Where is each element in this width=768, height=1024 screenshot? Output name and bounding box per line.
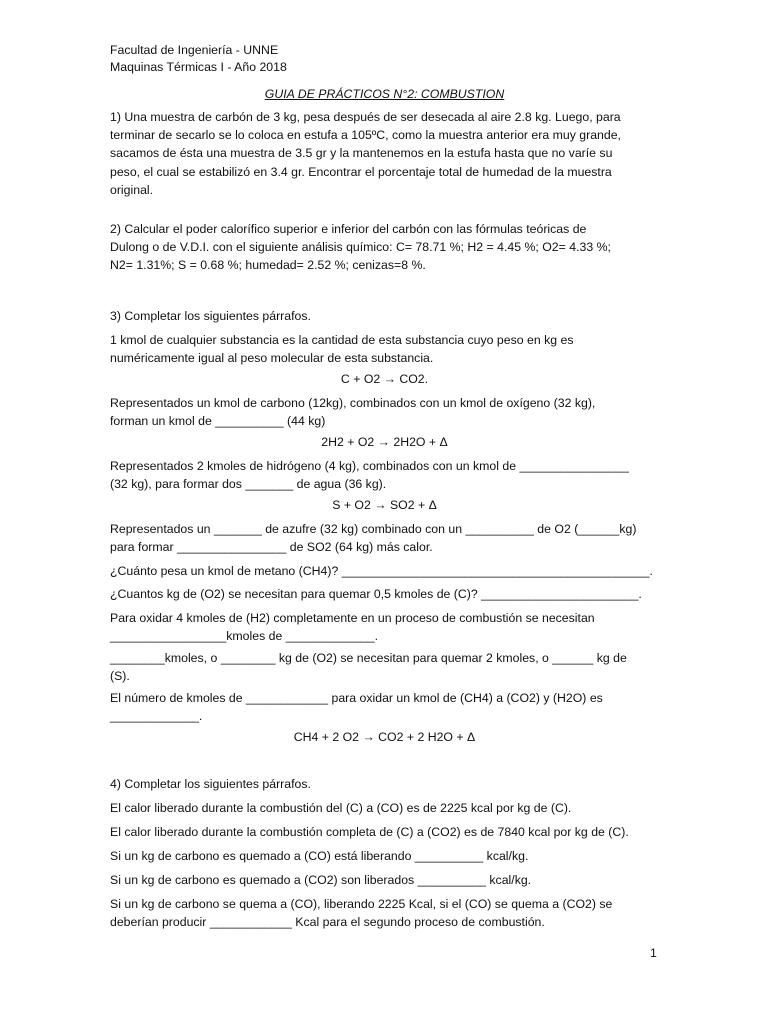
paragraph-line: deberían producir ____________ Kcal para el segundo proceso de combustión. xyxy=(110,915,545,930)
exercise-2 xyxy=(110,220,659,275)
exercise-1-line: sacamos de ésta una muestra de 3.5 gr y la mantenemos en la estufa hasta que no varíe su xyxy=(110,146,613,161)
question-methane: ¿Cuánto pesa un kmol de metano (CH4)? _____________________________________________. xyxy=(110,564,653,578)
paragraph-line: _________________kmoles de _____________. xyxy=(110,629,379,644)
paragraph-carbon xyxy=(110,394,659,430)
definition-line: 1 kmol de cualquier substancia es la cantidad de esta substancia cuyo peso en kg es xyxy=(110,333,574,347)
paragraph-methane xyxy=(110,689,659,725)
faculty-line: Facultad de Ingeniería - UNNE xyxy=(110,43,279,57)
paragraph-line: para formar ________________ de SO2 (64 kg) más calor. xyxy=(110,540,433,555)
paragraph-line: (S). xyxy=(110,669,130,684)
equation-sulfur: S + O2 → SO2 + Δ xyxy=(332,498,437,512)
page-number: 1 xyxy=(650,946,657,960)
exercise-4-line: El calor liberado durante la combustión completa de (C) a (CO2) es de 7840 kcal por kg de (C). xyxy=(110,825,629,839)
exercise-4-line: Si un kg de carbono es quemado a (CO2) son liberados __________ kcal/kg. xyxy=(110,873,532,887)
equation-methane: CH4 + 2 O2 → CO2 + 2 H2O + Δ xyxy=(293,730,476,744)
exercise-1-line: terminar de secarlo se lo coloca en estufa a 105ºC, como la muestra anterior era muy grande, xyxy=(110,128,621,143)
document-header xyxy=(110,42,659,76)
paragraph-line: forman un kmol de __________ (44 kg) xyxy=(110,414,326,429)
document-title xyxy=(110,85,659,103)
kmol-definition xyxy=(110,331,659,367)
paragraph-second-combustion xyxy=(110,895,659,931)
exercise-2-line: 2) Calcular el poder calorífico superior e inferior del carbón con las fórmulas teóricas de xyxy=(110,222,587,236)
paragraph-line: El número de kmoles de ____________ para oxidar un kmol de (CH4) a (CO2) y (H2O) es xyxy=(110,691,603,705)
paragraph-hydrogen xyxy=(110,457,659,493)
exercise-1 xyxy=(110,108,659,199)
paragraph-line: Si un kg de carbono se quema a (CO), liberando 2225 Kcal, si el (CO) se quema a (CO2) se xyxy=(110,897,613,911)
paragraph-line: Representados 2 kmoles de hidrógeno (4 kg), combinados con un kmol de ________________ xyxy=(110,459,629,473)
course-line: Maquinas Térmicas I - Año 2018 xyxy=(110,59,287,74)
paragraph-sulfur-oxygen xyxy=(110,649,659,685)
paragraph-line: _____________. xyxy=(110,709,203,724)
equation-carbon: C + O2 → CO2. xyxy=(340,372,429,386)
question-oxygen: ¿Cuantos kg de (O2) se necesitan para quemar 0,5 kmoles de (C)? _______________________. xyxy=(110,587,642,601)
exercise-4-line: Si un kg de carbono es quemado a (CO) está liberando __________ kcal/kg. xyxy=(110,849,529,863)
exercise-2-line: N2= 1.31%; S = 0.68 %; humedad= 2.52 %; cenizas=8 %. xyxy=(110,258,426,273)
paragraph-line: (32 kg), para formar dos _______ de agua (36 kg). xyxy=(110,477,387,492)
title-text: GUIA DE PRÁCTICOS N°2: COMBUSTION xyxy=(264,87,505,101)
exercise-3-heading: 3) Completar los siguientes párrafos. xyxy=(110,309,311,323)
paragraph-oxidize-hydrogen xyxy=(110,609,659,645)
exercise-4-line: El calor liberado durante la combustión del (C) a (CO) es de 2225 kcal por kg de (C). xyxy=(110,801,572,815)
exercise-1-line: 1) Una muestra de carbón de 3 kg, pesa después de ser desecada al aire 2.8 kg. Luego, para xyxy=(110,110,621,124)
paragraph-sulfur xyxy=(110,520,659,556)
paragraph-line: Representados un _______ de azufre (32 kg) combinado con un __________ de O2 (______kg) xyxy=(110,522,637,536)
exercise-2-line: Dulong o de V.D.I. con el siguiente análisis químico: C= 78.71 %; H2 = 4.45 %; O2= 4.33 %; xyxy=(110,240,611,255)
exercise-1-line: peso, el cual se estabilizó en 3.4 gr. Encontrar el porcentaje total de humedad de la muestra xyxy=(110,164,612,179)
exercise-1-line: original. xyxy=(110,182,154,197)
paragraph-line: ________kmoles, o ________ kg de (O2) se necesitan para quemar 2 kmoles, o ______ kg de xyxy=(110,651,627,665)
definition-line: numéricamente igual al peso molecular de esta substancia. xyxy=(110,351,434,366)
equation-hydrogen: 2H2 + O2 → 2H2O + Δ xyxy=(321,435,448,449)
paragraph-line: Para oxidar 4 kmoles de (H2) completamente en un proceso de combustión se necesitan xyxy=(110,611,595,625)
exercise-4-heading: 4) Completar los siguientes párrafos. xyxy=(110,777,311,791)
paragraph-line: Representados un kmol de carbono (12kg), combinados con un kmol de oxígeno (32 kg), xyxy=(110,396,596,410)
